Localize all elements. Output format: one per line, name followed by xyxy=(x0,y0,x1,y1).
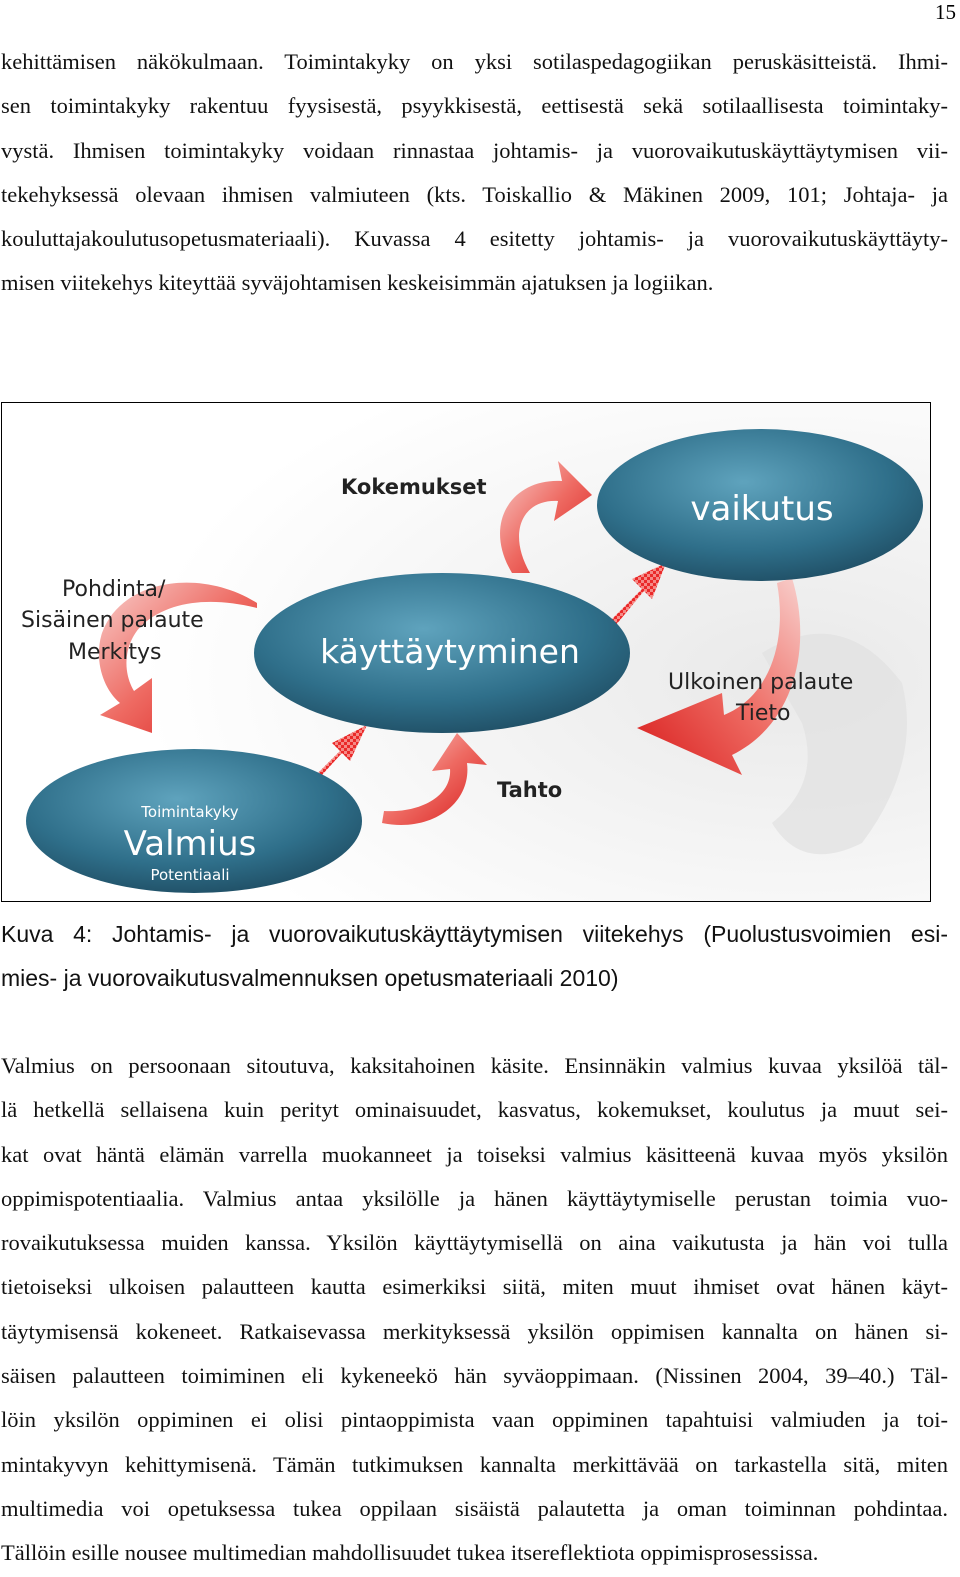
tahto-label: Tahto xyxy=(497,778,563,802)
paragraph-line: multimedia voi opetuksessa tukea oppilaan sisäistä palautetta ja oman toiminnan pohdintaa. xyxy=(1,1495,948,1521)
paragraph-line: täytymisensä kokeneet. Ratkaisevassa merkityksessä yksilön oppimisen kannalta on hänen si- xyxy=(1,1318,948,1344)
framework-figure xyxy=(1,402,931,902)
framework-diagram xyxy=(2,403,930,901)
valmius-label: Valmius xyxy=(123,824,257,864)
paragraph-line: kouluttajakoulutusopetusmateriaali). Kuvassa 4 esitetty johtamis- ja vuorovaikutuskäyttäyty- xyxy=(1,226,948,252)
caption-line: mies- ja vuorovaikutusvalmennuksen opetusmateriaali 2010) xyxy=(1,965,619,991)
page-number: 15 xyxy=(935,0,956,24)
paragraph-line: rovaikutuksessa muiden kanssa. Yksilön käyttäytymisellä on aina vaikutusta ja hän voi tulla xyxy=(1,1230,948,1256)
vaikutus-label: vaikutus xyxy=(690,489,834,529)
kayttaytyminen-label: käyttäytyminen xyxy=(320,632,580,671)
paragraph-line: tietoiseksi ulkoisen palautteen kautta esimerkiksi siitä, miten muut ihmiset ovat hänen käyt- xyxy=(1,1274,948,1300)
figure-caption xyxy=(1,912,948,1000)
paragraph-line: säisen palautteen toimiminen eli kykeneekö hän syväoppimaan. (Nissinen 2004, 39–40.) Täl- xyxy=(1,1363,948,1389)
pohdinta-label-1: Pohdinta/ xyxy=(62,577,166,602)
paragraph-line: Tällöin esille nousee multimedian mahdollisuudet tukea itsereflektiota oppimisprosessissa. xyxy=(1,1540,819,1566)
paragraph-line: kehittämisen näkökulmaan. Toimintakyky on yksi sotilaspedagogiikan peruskäsitteistä. Ihmi- xyxy=(1,49,948,74)
kokemukset-label: Kokemukset xyxy=(341,475,487,499)
caption-line: Kuva 4: Johtamis- ja vuorovaikutuskäyttäytymisen viitekehys (Puolustusvoimien esi- xyxy=(1,921,948,947)
paragraph-line: Valmius on persoonaan sitoutuva, kaksitahoinen käsite. Ensinnäkin valmius kuvaa yksilöä täl- xyxy=(1,1053,948,1078)
pohdinta-label-3: Merkitys xyxy=(68,640,162,665)
ulkoinen-label-2: Tieto xyxy=(736,701,791,726)
body-paragraph xyxy=(1,1044,948,1576)
paragraph-line: vystä. Ihmisen toimintakyky voidaan rinnastaa johtamis- ja vuorovaikutuskäyttäytymisen vii- xyxy=(1,137,948,163)
pohdinta-label-2: Sisäinen palaute xyxy=(21,608,204,633)
paragraph-line: sen toimintakyky rakentuu fyysisestä, psyykkisestä, eettisestä sekä sotilaallisesta toimintaky- xyxy=(1,93,948,119)
ulkoinen-label-1: Ulkoinen palaute xyxy=(668,670,854,695)
intro-paragraph xyxy=(1,40,948,306)
paragraph-line: kat ovat häntä elämän varrella muokanneet ja toiseksi valmius käsitteenä kuvaa myös yksilön xyxy=(1,1141,948,1167)
paragraph-line: oppimispotentiaalia. Valmius antaa yksilölle ja hänen käyttäytymiselle perustan toimia vuo- xyxy=(1,1185,948,1211)
valmius-bottom-label: Potentiaali xyxy=(150,866,230,884)
paragraph-line: mintakyvyn kehittymisenä. Tämän tutkimuksen kannalta merkittävää on tarkastella sitä, miten xyxy=(1,1451,948,1477)
paragraph-line: misen viitekehys kiteyttää syväjohtamisen keskeisimmän ajatuksen ja logiikan. xyxy=(1,270,714,296)
paragraph-line: lä hetkellä sellaisena kuin perityt ominaisuudet, kasvatus, kokemukset, koulutus ja muut sei- xyxy=(1,1097,948,1123)
paragraph-line: tekehyksessä olevaan ihmisen valmiuteen (kts. Toiskallio & Mäkinen 2009, 101; Johtaja- ja xyxy=(1,181,948,207)
paragraph-line: löin yksilön oppiminen ei olisi pintaoppimista vaan oppiminen tapahtuisi valmiuden ja toi- xyxy=(1,1407,948,1433)
valmius-top-label: Toimintakyky xyxy=(141,803,239,821)
